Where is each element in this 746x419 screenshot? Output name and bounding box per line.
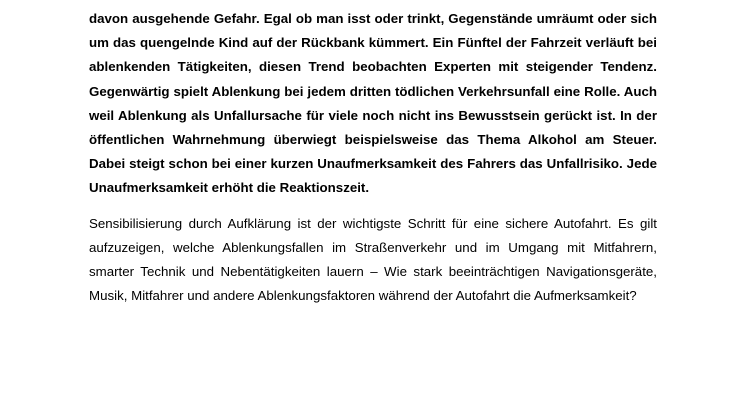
document-page xyxy=(89,0,657,308)
bold-paragraph: davon ausgehende Gefahr. Egal ob man isst oder trinkt, Gegenstände umräumt oder sich um das quengelnde Kind auf der Rückbank kümmert. Ein Fünftel der Fahrzeit verläuft bei ablenkenden Tätigkeiten, diesen Trend beobachten Experten mit steigender Tendenz. Gegenwärtig spielt Ablenkung bei jedem dritten tödlichen Verkehrsunfall eine Rolle. Auch weil Ablenkung als Unfallursache für viele noch nicht ins Bewusstsein gerückt ist. In der öffentlichen Wahrnehmung überwiegt beispielsweise das Thema Alkohol am Steuer. Dabei steigt schon bei einer kurzen Unaufmerksamkeit des Fahrers das Unfallrisiko. Jede Unaufmerksamkeit erhöht die Reaktionszeit. xyxy=(89,11,657,196)
body-paragraph: Sensibilisierung durch Aufklärung ist der wichtigste Schritt für eine sichere Autofahrt. Es gilt aufzuzeigen, welche Ablenkungsfallen im Straßenverkehr und im Umgang mit Mitfahrern, smarter Technik und Nebentätigkeiten lauern – Wie stark beeinträchtigen Navigationsgeräte, Musik, Mitfahrer und andere Ablenkungsfaktoren während der Autofahrt die Aufmerksamkeit? xyxy=(89,215,657,304)
